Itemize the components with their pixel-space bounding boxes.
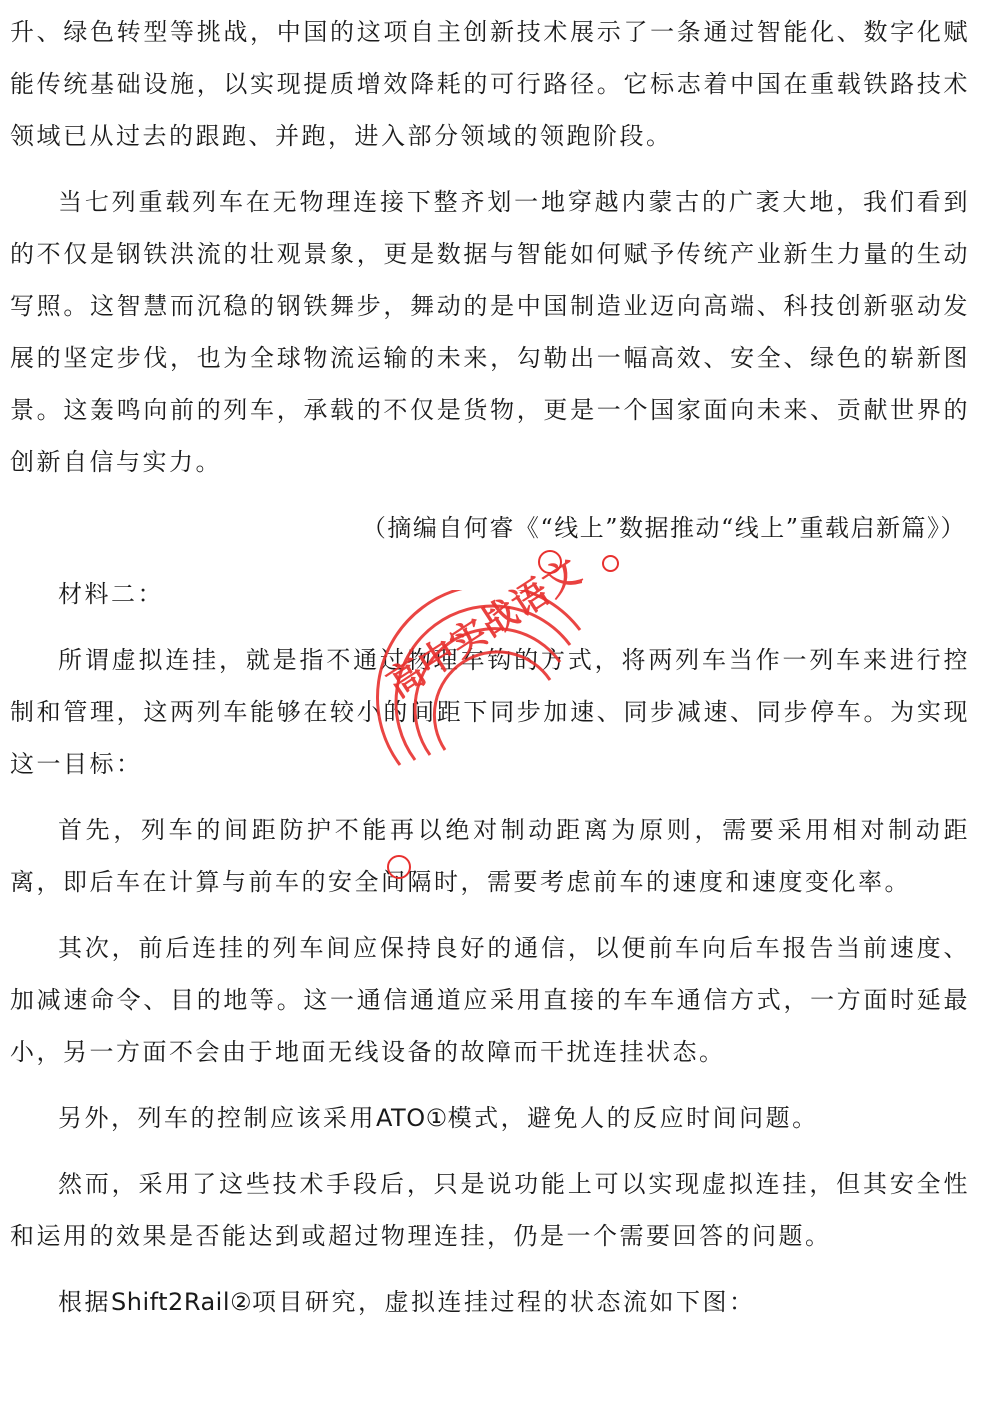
ato-sentence-end: 模式，避免人的反应时间问题。	[447, 1104, 819, 1132]
source-citation: （摘编自何睿《“线上”数据推动“线上”重载启新篇》）	[361, 514, 966, 542]
paragraph-safety-question: 然而，采用了这些技术手段后，只是说功能上可以实现虚拟连挂，但其安全性和运用的效果是否能达到或超过物理连挂，仍是一个需要回答的问题。	[10, 1170, 970, 1250]
paragraph-second-requirement: 其次，前后连挂的列车间应保持良好的通信，以便前车向后车报告当前速度、加减速命令、目的地等。这一通信通道应采用直接的车车通信方式，一方面时延最小，另一方面不会由于地面无线设备的故障而干扰连挂状态。	[10, 934, 970, 1066]
paragraph-intro-continuation: 升、绿色转型等挑战，中国的这项自主创新技术展示了一条通过智能化、数字化赋能传统基础设施，以实现提质增效降耗的可行路径。它标志着中国在重载铁路技术领域已从过去的跟跑、并跑，进入部分领域的领跑阶段。	[10, 18, 970, 150]
material-two-heading: 材料二：	[58, 580, 164, 608]
watermark-text: 高中实战语文	[380, 550, 589, 707]
ato-term: ATO①	[376, 1104, 448, 1132]
paragraph-virtual-coupling-definition: 所谓虚拟连挂，就是指不通过物理车钩的方式，将两列车当作一列车来进行控制和管理，这两列车能够在较小的间距下同步加速、同步减速、同步停车。为实现这一目标：	[10, 646, 970, 778]
shift2rail-term: Shift2Rail②	[111, 1288, 253, 1316]
ato-sentence-start: 另外，列车的控制应该采用	[58, 1104, 376, 1132]
paragraph-shift2rail	[10, 1276, 970, 1328]
paragraph-conclusion: 当七列重载列车在无物理连接下整齐划一地穿越内蒙古的广袤大地，我们看到的不仅是钢铁洪流的壮观景象，更是数据与智能如何赋予传统产业新生力量的生动写照。这智慧而沉稳的钢铁舞步，舞动的是中国制造业迈向高端、科技创新驱动发展的坚定步伐，也为全球物流运输的未来，勾勒出一幅高效、安全、绿色的崭新图景。这轰鸣向前的列车，承载的不仅是货物，更是一个国家面向未来、贡献世界的创新自信与实力。	[10, 188, 970, 476]
paragraph-third-requirement	[10, 1092, 970, 1144]
shift2rail-sentence-end: 项目研究，虚拟连挂过程的状态流如下图：	[252, 1288, 756, 1316]
shift2rail-sentence-start: 根据	[58, 1288, 111, 1316]
document-page	[10, 6, 970, 1328]
paragraph-first-requirement: 首先，列车的间距防护不能再以绝对制动距离为原则，需要采用相对制动距离，即后车在计算与前车的安全间隔时，需要考虑前车的速度和速度变化率。	[10, 816, 970, 896]
